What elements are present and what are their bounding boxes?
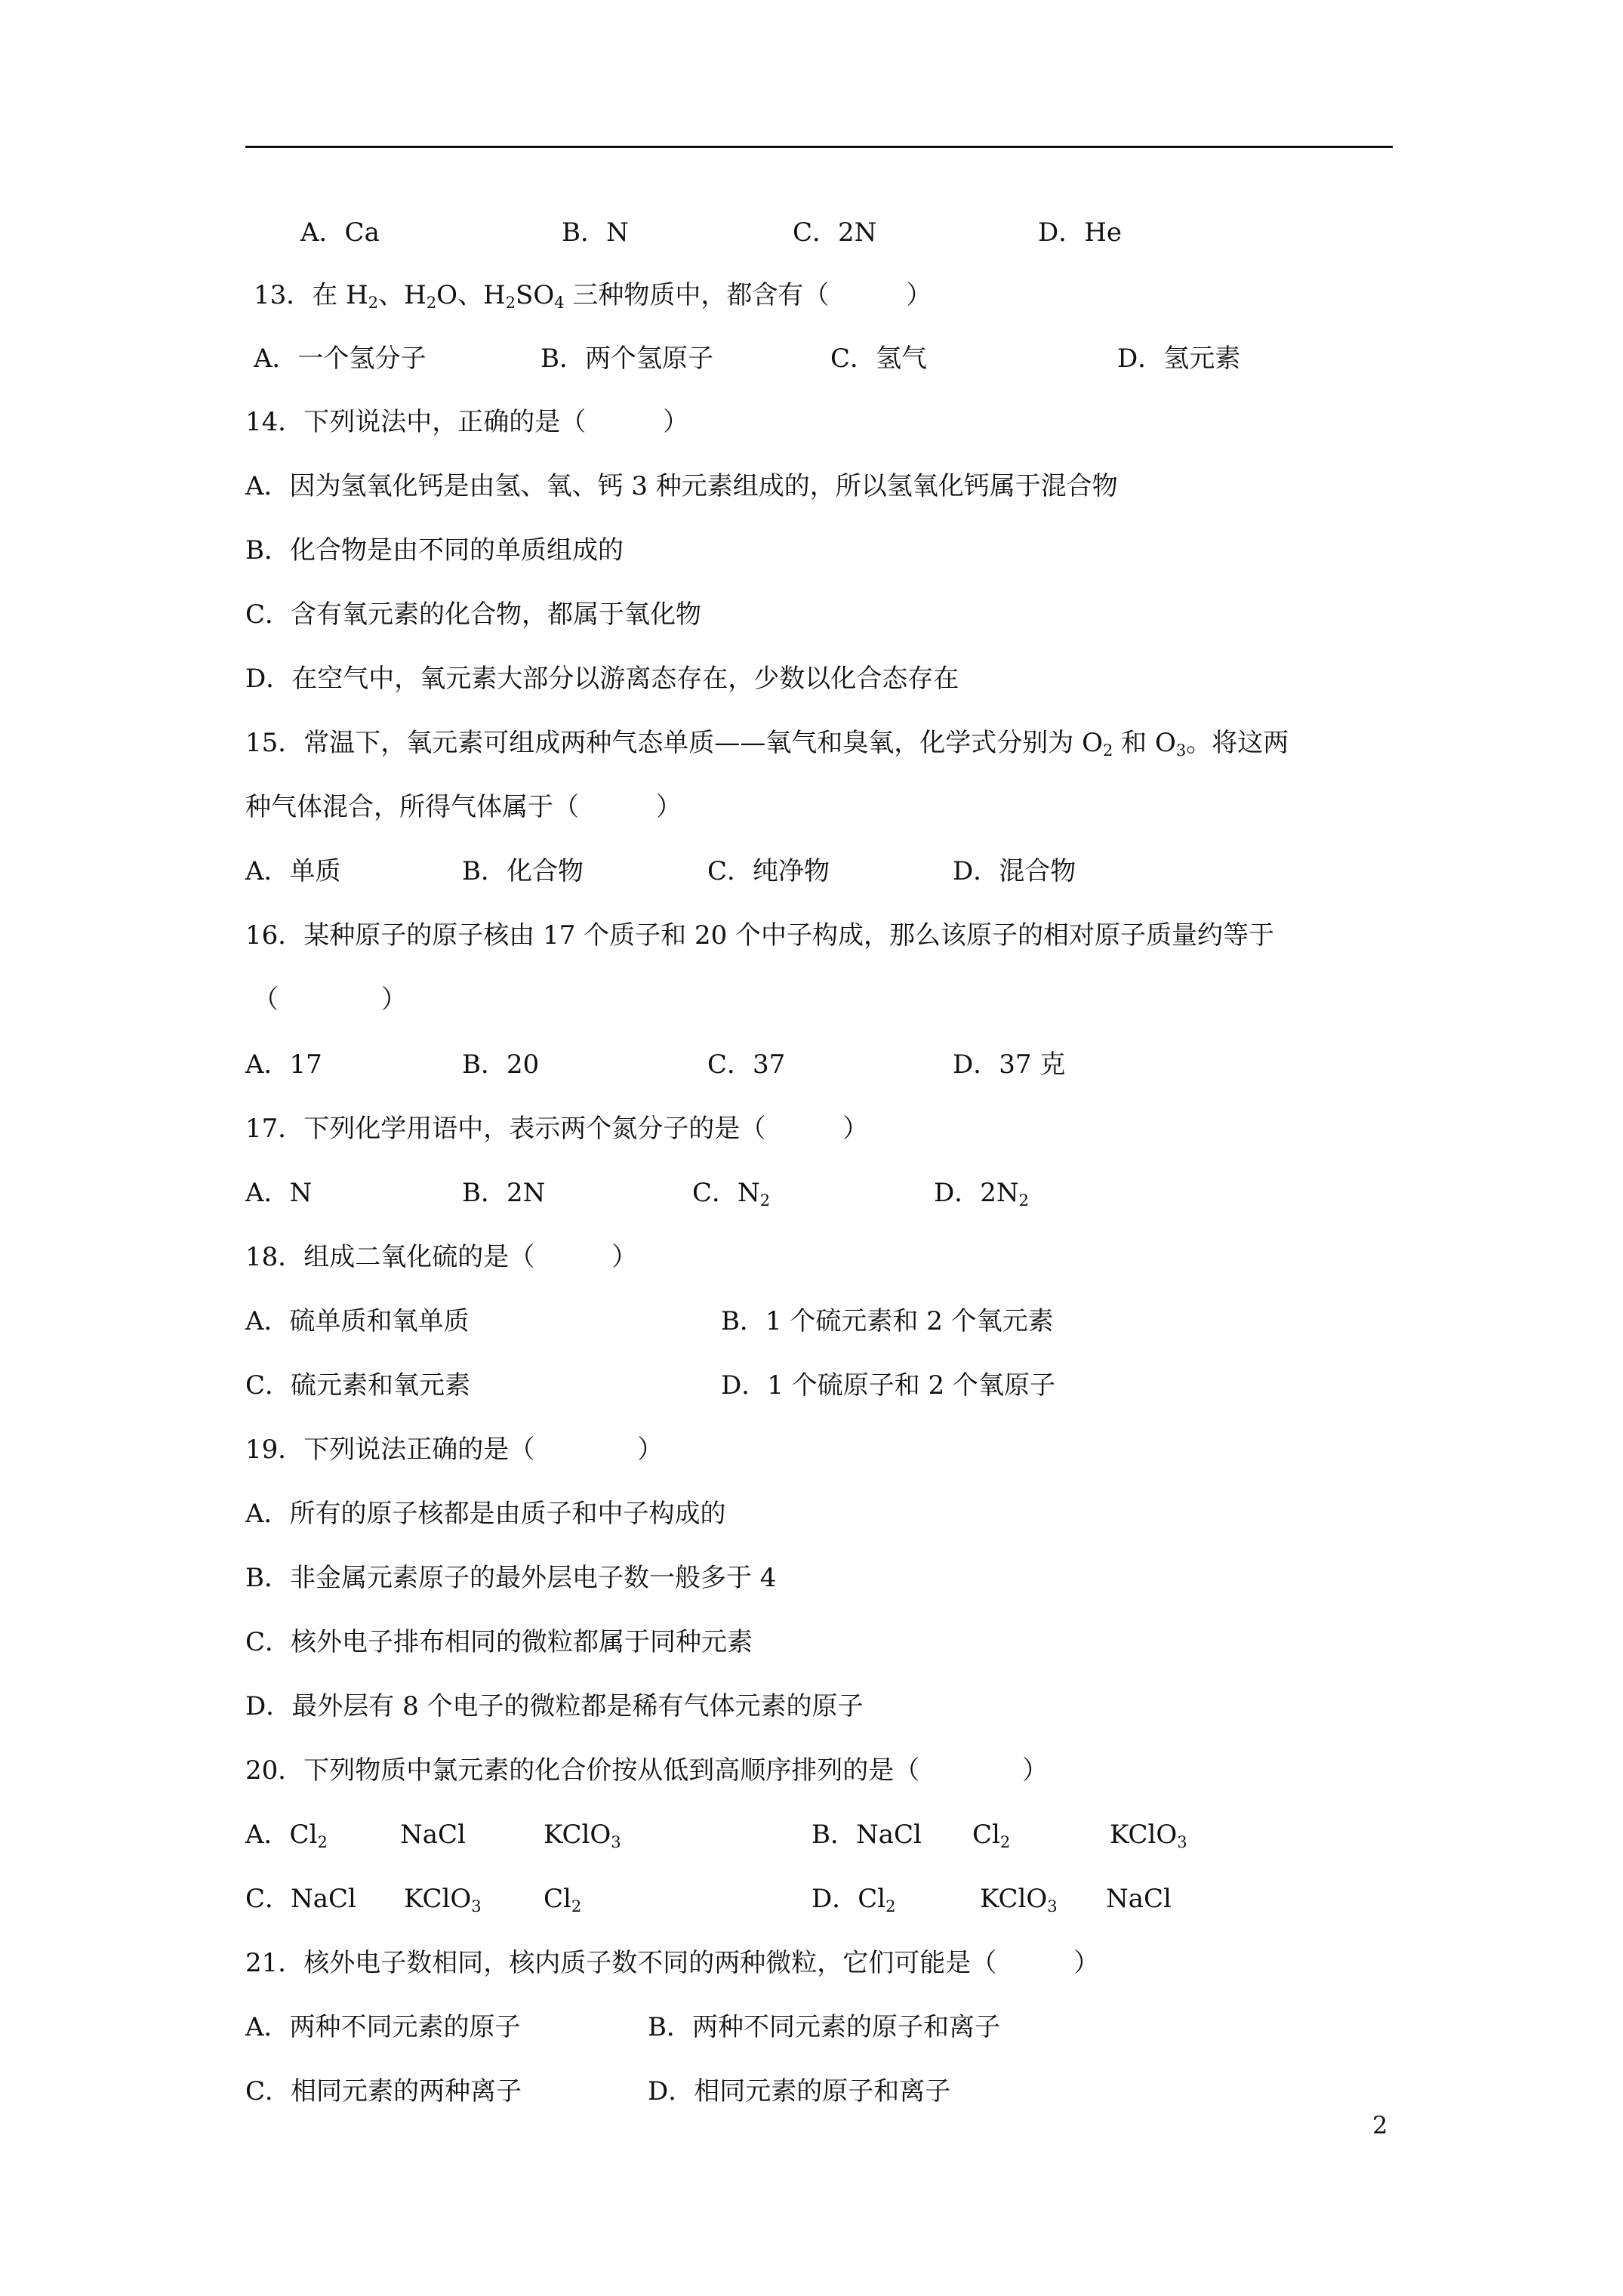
q20-stem: 20．下列物质中氯元素的化合价按从低到高顺序排列的是（ ） [245,1755,1049,1786]
q20-option-d-item2: KClO$_3$ [980,1884,1058,1915]
q18-option-c: C．硫元素和氧元素 [245,1370,471,1401]
q15-option-a: A．单质 [245,856,341,886]
q21-option-d: D．相同元素的原子和离子 [648,2076,951,2106]
q17-stem: 17．下列化学用语中，表示两个氮分子的是（ ） [245,1114,869,1144]
q16-option-a: A．17 [245,1049,322,1080]
q16-stem-line2: （ ） [253,985,407,1015]
q18-option-b: B．1 个硫元素和 2 个氧元素 [721,1306,1054,1336]
q20-option-b-label: B．NaCl [812,1820,922,1850]
q18-stem: 18．组成二氧化硫的是（ ） [245,1242,638,1272]
q16-option-b: B．20 [462,1049,540,1080]
q21-option-c: C．相同元素的两种离子 [245,2076,522,2106]
q14-option-a: A．因为氢氧化钙是由氢、氧、钙 3 种元素组成的，所以氢氧化钙属于混合物 [245,471,1118,501]
q17-option-d: D．$2N_2$ [934,1178,1030,1210]
q12-option-b: B．N [562,217,629,248]
q13-option-a: A．一个氢分子 [254,344,427,374]
q20-option-d-label: D．$Cl_2$ [812,1884,896,1915]
q17-option-a: A．N [245,1178,313,1208]
q19-option-a: A．所有的原子核都是由质子和中子构成的 [245,1499,726,1529]
q20-option-d-item3: NaCl [1106,1884,1172,1914]
q16-option-c: C．37 [707,1049,786,1080]
q20-option-b-item2: $Cl_2$ [972,1820,1011,1851]
q18-option-d: D．1 个硫原子和 2 个氧原子 [721,1370,1055,1401]
q14-stem: 14．下列说法中，正确的是（ ） [245,407,689,437]
q20-option-b-item3: KClO$_3$ [1110,1820,1187,1851]
q18-option-a: A．硫单质和氧单质 [245,1306,470,1336]
q13-option-b: B．两个氢原子 [540,344,713,374]
q17-option-b: B．2N [462,1178,546,1208]
q20-option-c-item3: $Cl_2$ [544,1884,582,1915]
q20-option-a-item2: NaCl [400,1820,466,1850]
q19-option-c: C．核外电子排布相同的微粒都属于同种元素 [245,1627,753,1657]
q12-option-c: C．2N [793,217,877,248]
q20-option-c-item2: KClO$_3$ [404,1884,482,1915]
q15-stem: 15．常温下，氧元素可组成两种气态单质——氧气和臭氧，化学式分别为 $O_2$ 和 $O_3$。将这两 [245,728,1289,760]
q14-option-c: C．含有氧元素的化合物，都属于氧化物 [245,599,702,630]
q12-option-d: D．He [1038,217,1123,248]
q21-option-b: B．两种不同元素的原子和离子 [648,2012,1000,2042]
q13-option-c: C．氢气 [830,344,928,374]
q20-option-a-item3: KClO$_3$ [544,1820,621,1851]
q19-stem: 19．下列说法正确的是（ ） [245,1435,664,1465]
q17-option-c: C．$N_2$ [692,1178,771,1210]
q13-stem: 13．在 $H_2$、$H_2O$、$H_2SO_4$ 三种物质中，都含有（ ） [254,280,932,312]
q15-option-d: D．混合物 [953,856,1076,886]
q15-stem-line2: 种气体混合，所得气体属于（ ） [245,792,682,822]
q20-option-a-label: A．$Cl_2$ [245,1820,328,1851]
q19-option-b: B．非金属元素原子的最外层电子数一般多于 4 [245,1563,777,1593]
page-number: 2 [1372,2111,1388,2140]
q12-option-a: A．Ca [300,217,380,248]
q16-stem: 16．某种原子的原子核由 17 个质子和 20 个中子构成，那么该原子的相对原子质量约等于 [245,920,1275,951]
q21-option-a: A．两种不同元素的原子 [245,2012,521,2042]
q15-option-b: B．化合物 [462,856,584,886]
q13-option-d: D．氢元素 [1117,344,1241,374]
q15-option-c: C．纯净物 [707,856,830,886]
q14-option-b: B．化合物是由不同的单质组成的 [245,535,624,566]
q14-option-d: D．在空气中，氧元素大部分以游离态存在，少数以化合态存在 [245,664,959,694]
q21-stem: 21．核外电子数相同，核内质子数不同的两种微粒，它们可能是（ ） [245,1948,1100,1978]
q16-option-d: D．37 克 [953,1049,1066,1080]
q20-option-c-label: C．NaCl [245,1884,356,1914]
header-rule [245,146,1393,148]
q19-option-d: D．最外层有 8 个电子的微粒都是稀有气体元素的原子 [245,1691,864,1721]
